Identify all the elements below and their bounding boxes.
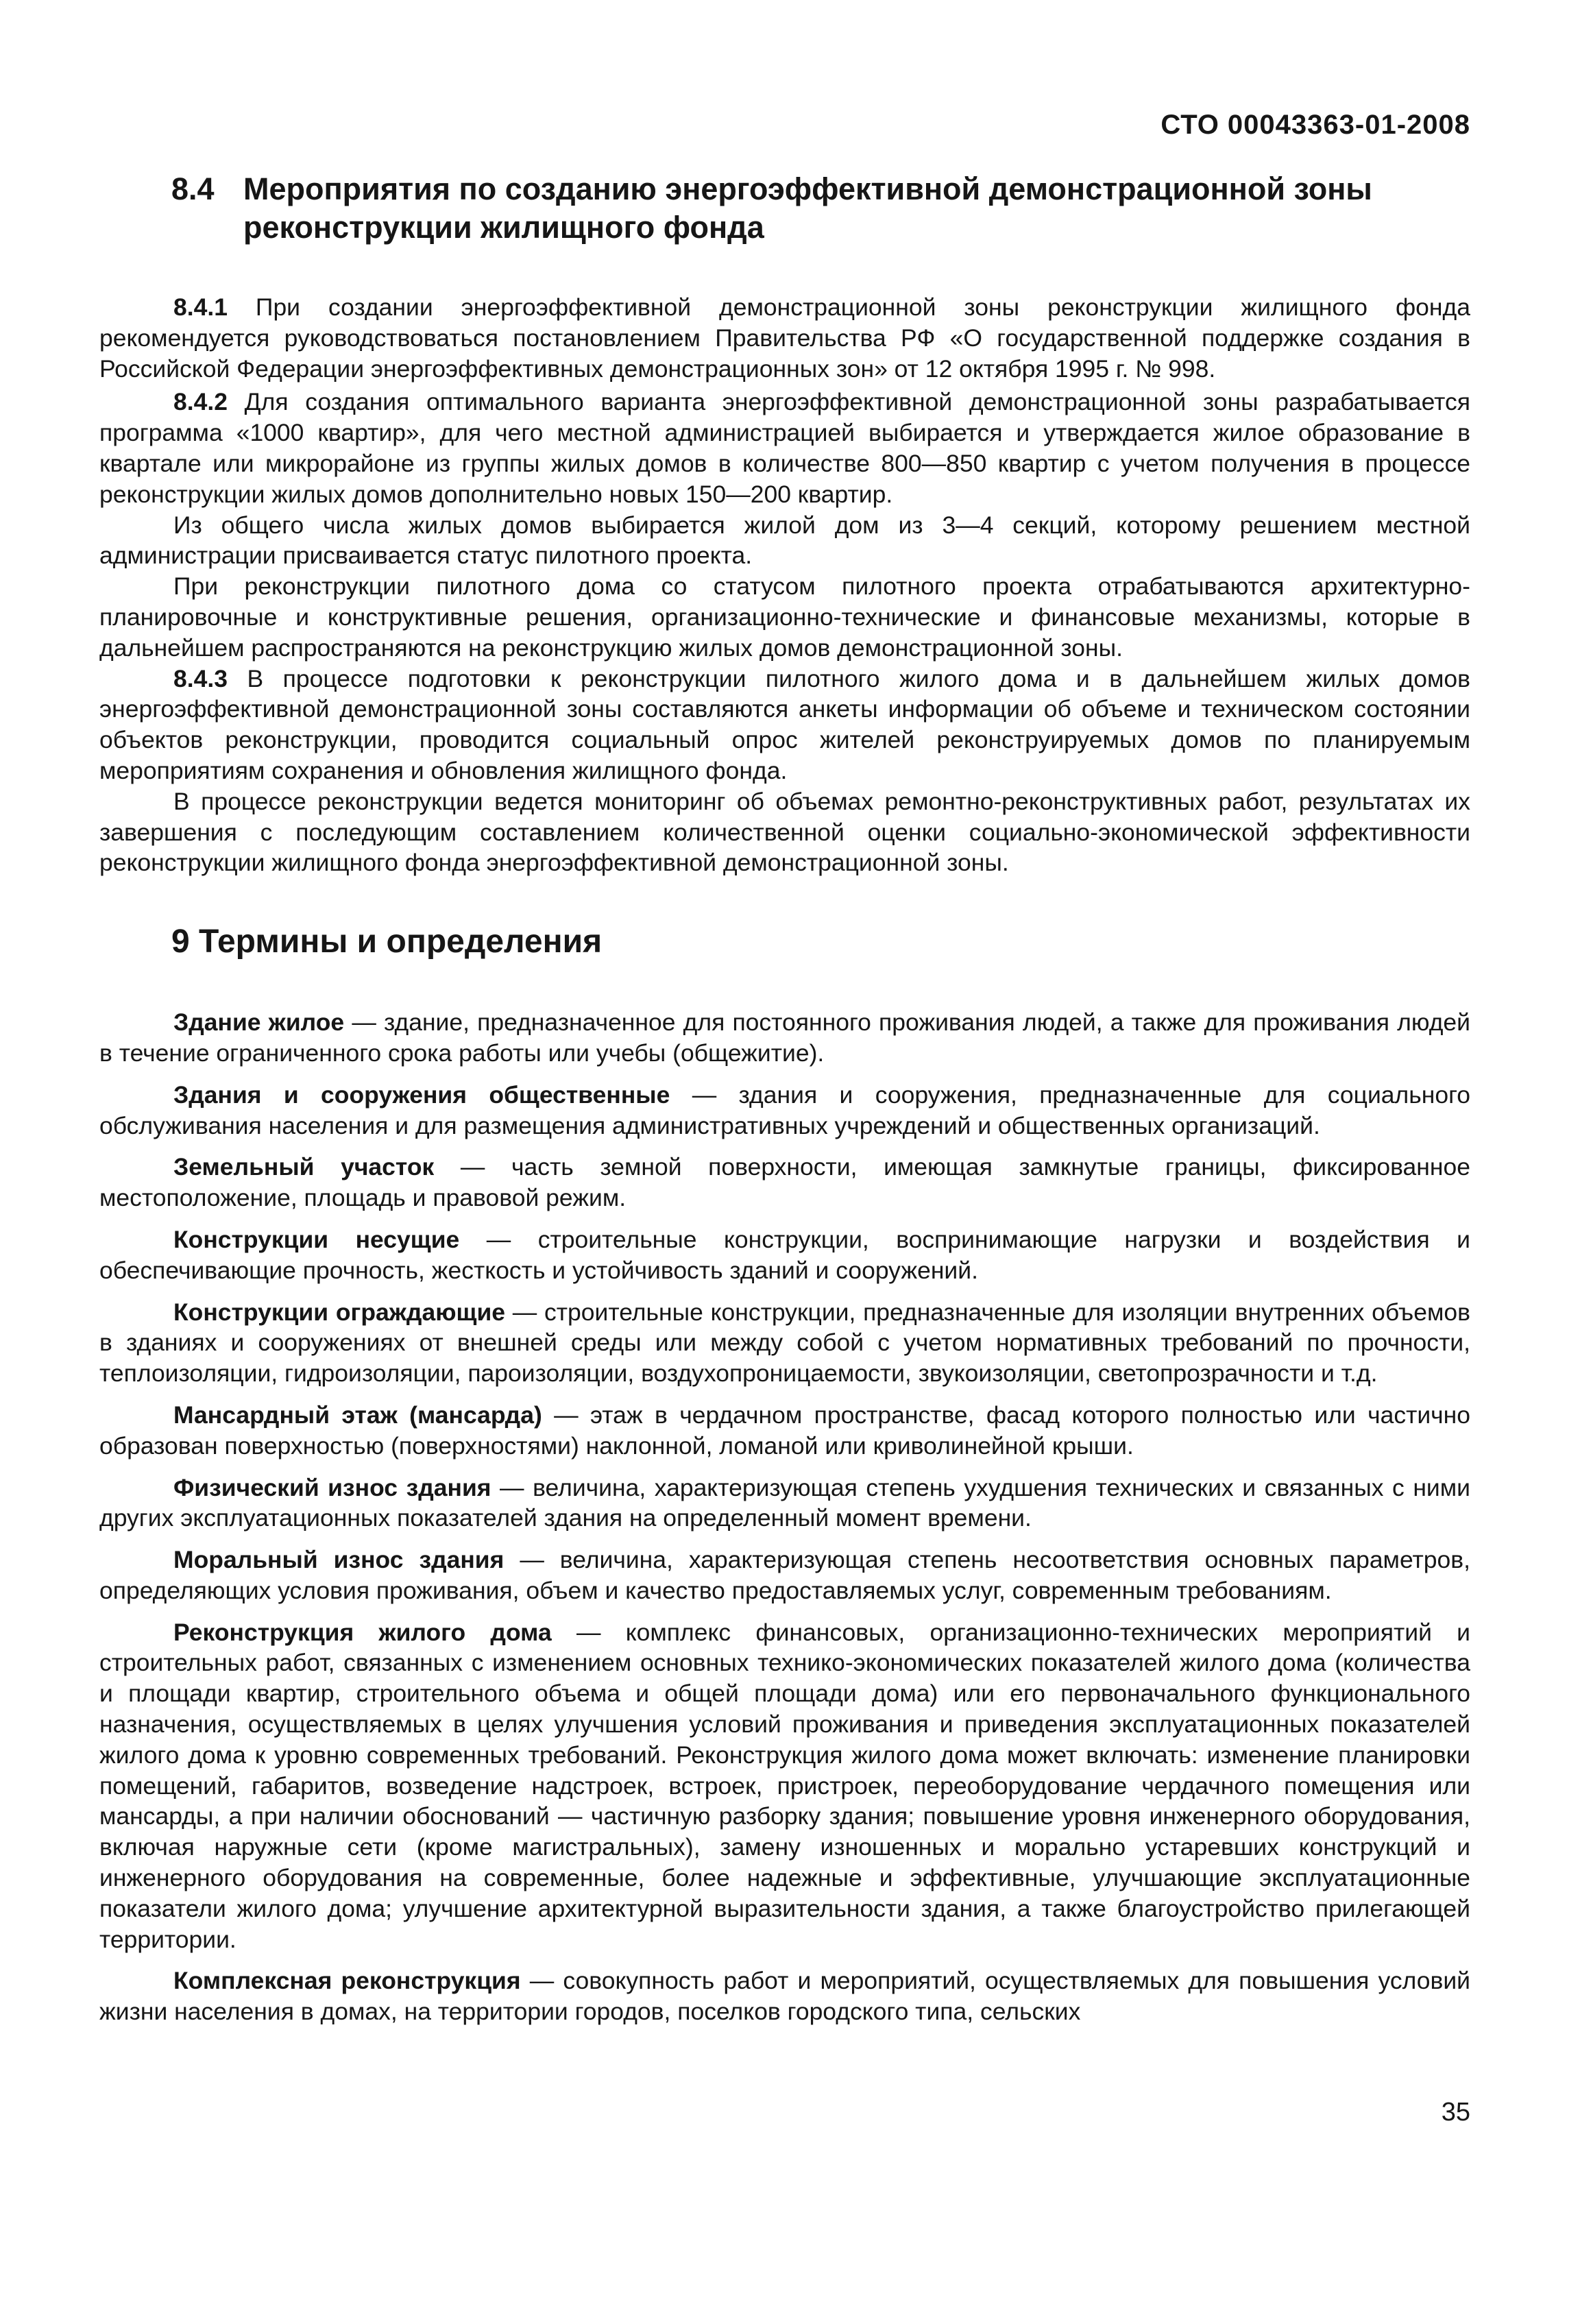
term-definition: — здания и сооружения, предназначенные для социального обслуживания населения и для размещения административных учреждений и общественных организаций.	[99, 1080, 1470, 1139]
term-definition: — совокупность работ и мероприятий, осуществляемых для повышения условий жизни населения в домах, на территории городов, поселков городского типа, сельских	[99, 1967, 1470, 2026]
term-name: Здание жилое	[173, 1008, 345, 1037]
term-entry	[99, 1297, 1470, 1389]
term-name: Конструкции несущие	[173, 1225, 460, 1253]
term-name: Здания и сооружения общественные	[173, 1080, 670, 1109]
term-entry	[99, 1007, 1470, 1069]
clause-number: 8.4.2	[173, 388, 228, 416]
paragraph-8-4-2-c: При реконструкции пилотного дома со статусом пилотного проекта отрабатываются архитектурно-планировочные и конструктивные решения, организационно-технические и финансовые механизмы, которые в дальнейшем распространяются на реконструкцию жилых домов демонстрационной зоны.	[99, 572, 1470, 662]
term-name: Физический износ здания	[173, 1473, 491, 1501]
term-definition: — строительные конструкции, воспринимающие нагрузки и воздействия и обеспечивающие прочность, жесткость и устойчивость зданий и сооружений.	[99, 1225, 1470, 1284]
term-definition: — часть земной поверхности, имеющая замкнутые границы, фиксированное местоположение, площадь и правовой режим.	[99, 1153, 1470, 1212]
section-heading-9: 9 Термины и определения	[171, 923, 603, 960]
paragraph-8-4-3	[99, 664, 1470, 786]
section-heading-8-4	[171, 170, 1470, 247]
term-entry	[99, 1152, 1470, 1213]
term-definition: — комплекс финансовых, организационно-технических мероприятий и строительных работ, связанных с изменением основных технико-экономических показателей жилого дома (количества и площади квартир, строительного объема и общей площади дома) или его первоначального функционального назначения, осуществляемых в целях улучшения условий проживания и приведения эксплуатационных показателей жилого дома к уровню современных требований. Реконструкция жилого дома может включать: изменение планировки помещений, габаритов, возведение надстроек, встроек, пристроек, переоборудование чердачного помещения или мансарды, а при наличии обоснований — частичную разборку здания; повышение уровня инженерного оборудования, включая наружные сети (кроме магистральных), замену изношенных и морально устаревших конструкций и инженерного оборудования на современные, более надежные и эффективные, улучшающие эксплуатационные показатели жилого дома; улучшение архитектурной выразительности здания, а также благоустройство прилегающей территории.	[99, 1618, 1470, 1953]
term-definition: — величина, характеризующая степень ухудшения технических и связанных с ними других эксплуатационных показателей здания на определенный момент времени.	[99, 1473, 1471, 1532]
term-name: Моральный износ здания	[173, 1546, 505, 1574]
term-definition: — величина, характеризующая степень несоответствия основных параметров, определяющих условия проживания, объем и качество предоставляемых услуг, современным требованиям.	[99, 1546, 1470, 1604]
paragraph-8-4-3-b: В процессе реконструкции ведется мониторинг об объемах ремонтно-реконструктивных работ, результатах их завершения с последующим составлением количественной оценки социально-экономической эффективности реконструкции жилищного фонда энергоэффективной демонстрационной зоны.	[99, 787, 1470, 877]
term-entry	[99, 1617, 1470, 1955]
section-title: Мероприятия по созданию энергоэффективной демонстрационной зоны реконструкции жилищного фонда	[243, 171, 1372, 245]
term-entry	[99, 1400, 1470, 1462]
clause-number: 8.4.1	[173, 293, 228, 321]
term-entry	[99, 1080, 1470, 1141]
clause-number: 8.4.3	[173, 664, 228, 692]
term-name: Мансардный этаж (мансарда)	[173, 1401, 542, 1429]
term-name: Реконструкция жилого дома	[173, 1618, 552, 1646]
paragraph-8-4-2	[99, 387, 1470, 509]
paragraph-8-4-1	[99, 292, 1470, 384]
term-name: Комплексная реконструкция	[173, 1967, 521, 1995]
document-code: СТО 00043363-01-2008	[1160, 110, 1470, 140]
page-number: 35	[1441, 2098, 1470, 2127]
paragraph-text: Для создания оптимального варианта энергоэффективной демонстрационной зоны разрабатывается программа «1000 квартир», для чего местной администрацией выбирается и утверждается жилое образование в квартале или микрорайоне из группы жилых домов в количестве 800—850 квартир с учетом получения в процессе реконструкции жилых домов дополнительно новых 150—200 квартир.	[99, 388, 1470, 508]
term-definition: — этаж в чердачном пространстве, фасад которого полностью или частично образован поверхностью (поверхностями) наклонной, ломаной или криволинейной крыши.	[99, 1401, 1470, 1460]
term-name: Конструкции ограждающие	[173, 1298, 506, 1326]
paragraph-8-4-2-b: Из общего числа жилых домов выбирается жилой дом из 3—4 секций, которому решением местной администрации присваивается статус пилотного проекта.	[99, 511, 1470, 570]
term-entry	[99, 1545, 1470, 1606]
term-entry	[99, 1473, 1470, 1534]
paragraph-text: В процессе подготовки к реконструкции пилотного жилого дома и в дальнейшем жилых домов энергоэффективной демонстрационной зоны составляются анкеты информации об объеме и техническом состоянии объектов реконструкции, проводится социальный опрос жителей реконструируемых домов по планируемым мероприятиям сохранения и обновления жилищного фонда.	[99, 664, 1470, 784]
page-content	[99, 170, 1470, 2038]
section-number: 8.4	[171, 171, 215, 206]
term-entry	[99, 1224, 1470, 1286]
term-definition: — строительные конструкции, предназначенные для изоляции внутренних объемов в зданиях и сооружениях от внешней среды или между собой с учетом нормативных требований по прочности, теплоизоляции, гидроизоляции, пароизоляции, воздухопроницаемости, звукоизоляции, светопрозрачности и т.д.	[99, 1298, 1470, 1388]
term-name: Земельный участок	[173, 1153, 435, 1181]
terms-list	[99, 1007, 1470, 2027]
term-entry	[99, 1965, 1470, 2027]
term-definition: — здание, предназначенное для постоянного проживания людей, а также для проживания людей в течение ограниченного срока работы или учебы (общежитие).	[99, 1008, 1470, 1067]
paragraph-text: При создании энергоэффективной демонстрационной зоны реконструкции жилищного фонда рекомендуется руководствоваться постановлением Правительства РФ «О государственной поддержке создания в Российской Федерации энергоэффективных демонстрационных зон» от 12 октября 1995 г. № 998.	[99, 293, 1470, 383]
